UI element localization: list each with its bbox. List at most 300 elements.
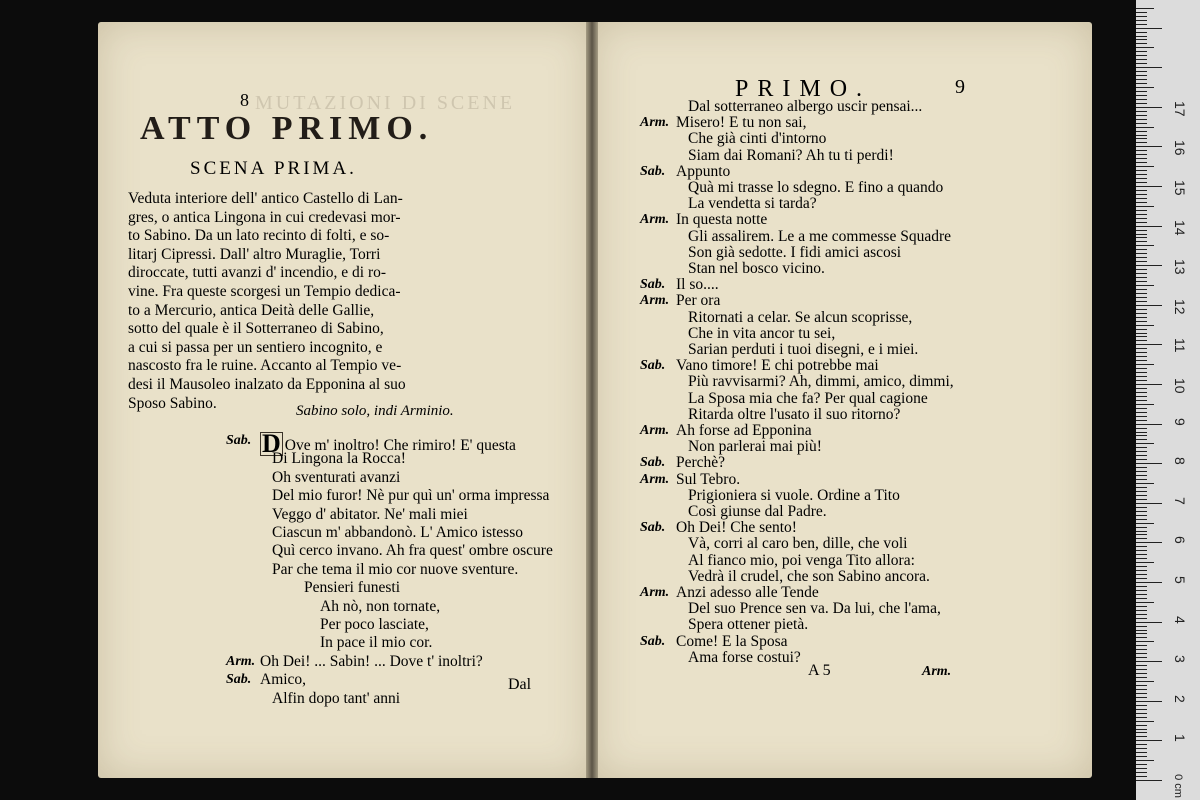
- verse-text: La vendetta si tarda?: [688, 195, 817, 213]
- ruler-tick: [1136, 673, 1147, 674]
- ruler-tick: [1136, 79, 1147, 80]
- ruler-tick: [1136, 550, 1147, 551]
- ruler-tick: [1136, 253, 1147, 254]
- book-gutter: [586, 22, 598, 778]
- speaker-label: Sab.: [640, 358, 666, 374]
- ruler-tick: [1136, 91, 1147, 92]
- verse-text: Che già cinti d'intorno: [688, 130, 827, 148]
- speaker-label: Sab.: [640, 163, 666, 179]
- ruler-tick: [1136, 463, 1162, 464]
- description-line: to a Mercurio, antica Deità delle Gallie,: [128, 301, 375, 319]
- ruler-tick: [1136, 305, 1162, 306]
- ruler-tick: [1136, 222, 1147, 223]
- verse-text: Del suo Prence sen va. Da lui, che l'ama,: [688, 600, 941, 618]
- description-line: Veduta interiore dell' antico Castello di Lan-: [128, 190, 403, 207]
- verse-text: Prigioniera si vuole. Ordine a Tito: [688, 486, 900, 504]
- ruler-tick: [1136, 578, 1147, 579]
- verse-text: Sul Tebro.: [676, 470, 741, 488]
- ruler-tick: [1136, 503, 1162, 504]
- ruler-tick: [1136, 764, 1147, 765]
- act-heading: ATTO PRIMO.: [140, 110, 434, 147]
- ruler-tick: [1136, 637, 1147, 638]
- right-catchword: Arm.: [922, 664, 952, 679]
- ruler-tick: [1136, 633, 1147, 634]
- ruler-tick: [1136, 127, 1154, 128]
- verse-text: In questa notte: [676, 211, 768, 229]
- ruler-tick: [1136, 392, 1147, 393]
- speaker-label: Arm.: [640, 471, 670, 487]
- ruler-tick: [1136, 317, 1147, 318]
- ruler-tick: [1136, 614, 1147, 615]
- ruler-tick: [1136, 697, 1147, 698]
- ruler-number: 5: [1172, 576, 1188, 584]
- ruler-tick: [1136, 352, 1147, 353]
- ruler-tick: [1136, 748, 1147, 749]
- verse-text: Spera ottener pietà.: [688, 616, 809, 634]
- ruler-tick: [1136, 384, 1162, 385]
- ruler-tick: [1136, 154, 1147, 155]
- measurement-ruler: [1136, 0, 1200, 800]
- ruler-tick: [1136, 368, 1147, 369]
- ruler-tick: [1136, 566, 1147, 567]
- ruler-tick: [1136, 487, 1147, 488]
- ruler-tick: [1136, 372, 1147, 373]
- ruler-tick: [1136, 602, 1154, 603]
- verse-text: Oh Dei! ... Sabin! ... Dove t' inoltri?: [260, 652, 483, 670]
- description-line: Sposo Sabino.: [128, 394, 217, 412]
- ruler-tick: [1136, 261, 1147, 262]
- verse-text: Sarian perduti i tuoi disegni, e i miei.: [688, 341, 919, 358]
- ruler-tick: [1136, 546, 1147, 547]
- verse-line: [320, 634, 432, 652]
- ruler-tick: [1136, 174, 1147, 175]
- ruler-tick: [1136, 293, 1147, 294]
- ruler-tick: [1136, 186, 1162, 187]
- ruler-tick: [1136, 523, 1154, 524]
- verse-text: Non parlerai mai più!: [688, 438, 822, 456]
- verse-text: Che in vita ancor tu sei,: [688, 324, 836, 342]
- ruler-tick: [1136, 574, 1147, 575]
- description-line: desi il Mausoleo inalzato da Epponina al suo: [128, 375, 406, 393]
- ruler-tick: [1136, 388, 1147, 389]
- ruler-tick: [1136, 75, 1147, 76]
- verse-line: [272, 506, 468, 524]
- verse-text: Appunto: [676, 162, 731, 180]
- verse-text: Ah forse ad Epponina: [676, 422, 812, 439]
- ruler-tick: [1136, 344, 1162, 345]
- verse-text: Ritornati a celar. Se alcun scoprisse,: [688, 308, 913, 326]
- description-line: vine. Fra queste scorgesi un Tempio dedica-: [128, 282, 401, 300]
- ruler-tick: [1136, 47, 1154, 48]
- ruler-tick: [1136, 95, 1147, 96]
- verse-text: Veggo d' abitator. Ne' mali miei: [272, 505, 468, 523]
- ruler-tick: [1136, 119, 1147, 120]
- ruler-tick: [1136, 230, 1147, 231]
- ruler-tick: [1136, 756, 1147, 757]
- ruler-tick: [1136, 626, 1147, 627]
- signature-mark: A 5: [808, 662, 831, 679]
- ruler-tick: [1136, 376, 1147, 377]
- ruler-number: 10: [1172, 378, 1188, 394]
- speaker-label: Arm.: [226, 653, 256, 669]
- verse-text: Ciascun m' abbandonò. L' Amico istesso: [272, 524, 523, 541]
- verse-text: Misero! E tu non sai,: [676, 114, 807, 132]
- ruler-tick: [1136, 297, 1147, 298]
- ruler-tick: [1136, 538, 1147, 539]
- speaker-label: Sab.: [226, 672, 252, 688]
- verse-line: [272, 524, 523, 542]
- ruler-tick: [1136, 610, 1147, 611]
- ruler-tick: [1136, 780, 1162, 781]
- ruler-number: 12: [1172, 298, 1188, 315]
- ruler-tick: [1136, 424, 1162, 425]
- verse-text: Ove m' inoltro! Che rimiro! E' questa: [284, 437, 516, 454]
- ruler-tick: [1136, 329, 1147, 330]
- ruler-tick: [1136, 20, 1147, 21]
- ruler-tick: [1136, 721, 1154, 722]
- verse-text: Amico,: [260, 671, 307, 689]
- ruler-tick: [1136, 740, 1162, 741]
- ruler-tick: [1136, 87, 1154, 88]
- ruler-tick: [1136, 245, 1154, 246]
- ruler-number: 2: [1172, 694, 1188, 703]
- verse-text: Al fianco mio, poi venga Tito allora:: [688, 551, 915, 569]
- ruler-tick: [1136, 606, 1147, 607]
- scene-title: SCENA PRIMA.: [190, 158, 357, 179]
- ruler-tick: [1136, 138, 1147, 139]
- ruler-number: 4: [1172, 615, 1188, 624]
- speaker-label: Arm.: [640, 423, 670, 438]
- verse-text: Quì cerco invano. Ah fra quest' ombre oscure: [272, 542, 553, 560]
- ruler-tick: [1136, 744, 1147, 745]
- ruler-tick: [1136, 483, 1154, 484]
- ruler-number: 13: [1172, 259, 1188, 275]
- ruler-tick: [1136, 471, 1147, 472]
- ruler-tick: [1136, 170, 1147, 171]
- ruler-tick: [1136, 190, 1147, 191]
- ruler-tick: [1136, 333, 1147, 334]
- verse-text: Così giunse dal Padre.: [688, 503, 827, 520]
- ruler-tick: [1136, 198, 1147, 199]
- ruler-tick: [1136, 404, 1154, 405]
- ruler-tick: [1136, 364, 1154, 365]
- description-line: diroccate, tutti avanzi d' incendio, e di ro-: [128, 264, 387, 282]
- speaker-label: Sab.: [640, 633, 666, 649]
- verse-text: Ama forse costui?: [688, 648, 801, 666]
- ruler-tick: [1136, 622, 1162, 623]
- speaker-label: Sab.: [640, 455, 666, 471]
- ruler-tick: [1136, 661, 1162, 662]
- verse-text: Par che tema il mio cor nuove sventure.: [272, 560, 519, 578]
- ruler-tick: [1136, 103, 1147, 104]
- ruler-tick: [1136, 693, 1147, 694]
- verse-line: [272, 542, 553, 560]
- verse-text: Il so....: [676, 276, 719, 294]
- ruler-tick: [1136, 507, 1147, 508]
- ruler-tick: [1136, 234, 1147, 235]
- ruler-tick: [1136, 158, 1147, 159]
- ruler-tick: [1136, 249, 1147, 250]
- verse-line: [272, 690, 400, 708]
- ruler-tick: [1136, 24, 1147, 25]
- ruler-tick: [1136, 285, 1154, 286]
- verse-text: Pensieri funesti: [304, 579, 400, 597]
- ruler-tick: [1136, 594, 1147, 595]
- ruler-tick: [1136, 115, 1147, 116]
- ruler-tick: [1136, 618, 1147, 619]
- ruler-tick: [1136, 586, 1147, 587]
- ruler-number: 7: [1172, 496, 1188, 505]
- ruler-tick: [1136, 408, 1147, 409]
- ruler-tick: [1136, 8, 1154, 9]
- description-line: nascosto fra le ruine. Accanto al Tempio ve-: [128, 357, 402, 375]
- ruler-tick: [1136, 309, 1147, 310]
- ruler-tick: [1136, 677, 1147, 678]
- ruler-number: 1: [1172, 734, 1188, 743]
- ruler-tick: [1136, 269, 1147, 270]
- ruler-unit-label: 0 cm: [1171, 774, 1184, 798]
- ruler-tick: [1136, 665, 1147, 666]
- speaker-label: Arm.: [640, 115, 670, 131]
- ruler-tick: [1136, 657, 1147, 658]
- ruler-tick: [1136, 705, 1147, 706]
- verse-line: [272, 450, 406, 468]
- description-line: gres, o antica Lingona in cui credevasi mor-: [128, 208, 401, 226]
- ruler-tick: [1136, 55, 1147, 56]
- ruler-tick: [1136, 396, 1147, 397]
- ruler-tick: [1136, 59, 1147, 60]
- ruler-tick: [1136, 499, 1147, 500]
- ruler-tick: [1136, 562, 1154, 563]
- ruler-tick: [1136, 428, 1147, 429]
- ruler-tick: [1136, 760, 1154, 761]
- verse-text: Perchè?: [676, 454, 726, 472]
- verse-line: [260, 653, 483, 671]
- ruler-tick: [1136, 681, 1154, 682]
- left-catchword: Dal: [508, 676, 532, 693]
- ruler-tick: [1136, 146, 1162, 147]
- verse-text: Vedrà il crudel, che son Sabino ancora.: [688, 567, 930, 585]
- ruler-number: 15: [1172, 180, 1188, 196]
- ruler-tick: [1136, 459, 1147, 460]
- verse-text: La Sposa mia che fa? Per qual cagione: [688, 389, 928, 407]
- ruler-tick: [1136, 135, 1147, 136]
- ruler-tick: [1136, 685, 1147, 686]
- left-page-number: 8: [240, 90, 249, 110]
- running-head: PRIMO.: [735, 76, 872, 102]
- verse-text: Quà mi trasse lo sdegno. E fino a quando: [688, 179, 944, 196]
- ruler-tick: [1136, 51, 1147, 52]
- verse-line: [320, 616, 429, 634]
- ruler-tick: [1136, 226, 1162, 227]
- verse-line: [304, 579, 400, 597]
- ruler-tick: [1136, 416, 1147, 417]
- verse-text: Del mio furor! Nè pur quì un' orma impressa: [272, 487, 550, 505]
- ruler-tick: [1136, 32, 1147, 33]
- ruler-tick: [1136, 182, 1147, 183]
- ruler-tick: [1136, 534, 1147, 535]
- verse-line: [688, 649, 801, 667]
- ruler-tick: [1136, 582, 1162, 583]
- ruler-tick: [1136, 206, 1154, 207]
- ruler-tick: [1136, 67, 1162, 68]
- ruler-tick: [1136, 281, 1147, 282]
- verse-text: Ritarda oltre l'usato il suo ritorno?: [688, 405, 901, 423]
- ruler-tick: [1136, 455, 1147, 456]
- ruler-tick: [1136, 39, 1147, 40]
- ruler-tick: [1136, 447, 1147, 448]
- ruler-tick: [1136, 16, 1147, 17]
- verse-text: Alfin dopo tant' anni: [272, 689, 401, 707]
- verse-text: Oh Dei! Che sento!: [676, 519, 797, 537]
- ruler-tick: [1136, 273, 1147, 274]
- ruler-tick: [1136, 570, 1147, 571]
- ruler-tick: [1136, 776, 1147, 777]
- speaker-label: Arm.: [640, 293, 670, 309]
- ruler-tick: [1136, 12, 1147, 13]
- ruler-number: 6: [1172, 536, 1188, 545]
- ruler-tick: [1136, 519, 1147, 520]
- verse-text: Vano timore! E chi potrebbe mai: [676, 357, 879, 375]
- ruler-tick: [1136, 475, 1147, 476]
- ruler-tick: [1136, 412, 1147, 413]
- ruler-tick: [1136, 713, 1147, 714]
- verse-line: [272, 469, 400, 487]
- ruler-tick: [1136, 669, 1147, 670]
- ruler-tick: [1136, 71, 1147, 72]
- ruler-tick: [1136, 443, 1154, 444]
- stage-direction: Sabino solo, indi Arminio.: [296, 403, 454, 419]
- ruler-tick: [1136, 214, 1147, 215]
- verse-text: Dal sotterraneo albergo uscir pensai...: [688, 98, 923, 115]
- ruler-tick: [1136, 28, 1162, 29]
- ruler-tick: [1136, 420, 1147, 421]
- right-page-number: 9: [955, 76, 965, 98]
- ruler-tick: [1136, 479, 1147, 480]
- ruler-tick: [1136, 432, 1147, 433]
- description-line: to Sabino. Da un lato recinto di folti, e so-: [128, 227, 390, 245]
- verse-text: Più ravvisarmi? Ah, dimmi, amico, dimmi,: [688, 373, 954, 391]
- ruler-tick: [1136, 542, 1162, 543]
- show-through-text: MUTAZIONI DI SCENE: [255, 92, 516, 114]
- verse-text: Gli assalirem. Le a me commesse Squadre: [688, 227, 951, 245]
- ruler-tick: [1136, 717, 1147, 718]
- ruler-tick: [1136, 241, 1147, 242]
- verse-text: Anzi adesso alle Tende: [676, 584, 819, 601]
- ruler-tick: [1136, 689, 1147, 690]
- verse-text: Siam dai Romani? Ah tu ti perdi!: [688, 146, 894, 164]
- ruler-tick: [1136, 732, 1147, 733]
- description-line: sotto del quale è il Sotterraneo di Sabino,: [128, 320, 384, 338]
- ruler-tick: [1136, 558, 1147, 559]
- speaker-label: Sab.: [640, 520, 666, 536]
- ruler-tick: [1136, 237, 1147, 238]
- speaker-label: Sab.: [640, 277, 666, 293]
- ruler-tick: [1136, 131, 1147, 132]
- verse-text: Per poco lasciate,: [320, 616, 429, 633]
- ruler-tick: [1136, 515, 1147, 516]
- ruler-tick: [1136, 435, 1147, 436]
- ruler-tick: [1136, 598, 1147, 599]
- description-line: litarj Cipressi. Dall' altro Muraglie, Torri: [128, 245, 381, 263]
- ruler-tick: [1136, 162, 1147, 163]
- ruler-tick: [1136, 653, 1147, 654]
- ruler-number: 3: [1172, 655, 1188, 663]
- ruler-tick: [1136, 289, 1147, 290]
- ruler-tick: [1136, 649, 1147, 650]
- ruler-tick: [1136, 630, 1147, 631]
- ruler-tick: [1136, 768, 1147, 769]
- ruler-tick: [1136, 277, 1147, 278]
- speaker-label: Sab.: [226, 433, 252, 448]
- ruler-tick: [1136, 36, 1147, 37]
- ruler-tick: [1136, 752, 1147, 753]
- ruler-tick: [1136, 641, 1154, 642]
- ruler-tick: [1136, 123, 1147, 124]
- ruler-number: 17: [1172, 100, 1188, 117]
- scene-description: [128, 190, 568, 413]
- verse-text: Per ora: [676, 292, 721, 310]
- verse-text: Ah nò, non tornate,: [320, 597, 441, 615]
- ruler-tick: [1136, 439, 1147, 440]
- ruler-tick: [1136, 178, 1147, 179]
- ruler-tick: [1136, 202, 1147, 203]
- ruler-tick: [1136, 491, 1147, 492]
- ruler-tick: [1136, 210, 1147, 211]
- ruler-tick: [1136, 348, 1147, 349]
- ruler-tick: [1136, 527, 1147, 528]
- ruler-tick: [1136, 772, 1147, 773]
- ruler-tick: [1136, 511, 1147, 512]
- ruler-tick: [1136, 107, 1162, 108]
- ruler-tick: [1136, 590, 1147, 591]
- speaker-label: Arm.: [640, 212, 670, 228]
- ruler-tick: [1136, 360, 1147, 361]
- verse-line: [272, 561, 518, 579]
- verse-line: [320, 598, 440, 616]
- ruler-tick: [1136, 301, 1147, 302]
- verse-text: Come! E la Sposa: [676, 632, 788, 650]
- ruler-number: 16: [1172, 140, 1188, 156]
- ruler-tick: [1136, 709, 1147, 710]
- ruler-tick: [1136, 701, 1162, 702]
- ruler-tick: [1136, 257, 1147, 258]
- ruler-number: 14: [1172, 219, 1188, 236]
- ruler-tick: [1136, 356, 1147, 357]
- drop-cap: D: [262, 429, 281, 458]
- ruler-tick: [1136, 265, 1162, 266]
- ruler-tick: [1136, 166, 1154, 167]
- ruler-tick: [1136, 495, 1147, 496]
- verse-text: Oh sventurati avanzi: [272, 468, 401, 486]
- ruler-tick: [1136, 150, 1147, 151]
- ruler-tick: [1136, 43, 1147, 44]
- ruler-tick: [1136, 554, 1147, 555]
- ruler-tick: [1136, 531, 1147, 532]
- ruler-tick: [1136, 321, 1147, 322]
- ruler-tick: [1136, 451, 1147, 452]
- ruler-tick: [1136, 313, 1147, 314]
- verse-line: [260, 671, 306, 689]
- verse-text: In pace il mio cor.: [320, 634, 433, 652]
- ruler-tick: [1136, 725, 1147, 726]
- ruler-tick: [1136, 83, 1147, 84]
- ruler-tick: [1136, 729, 1147, 730]
- verse-text: Stan nel bosco vicino.: [688, 260, 825, 277]
- ruler-tick: [1136, 194, 1147, 195]
- ruler-tick: [1136, 325, 1154, 326]
- ruler-number: 11: [1172, 338, 1188, 353]
